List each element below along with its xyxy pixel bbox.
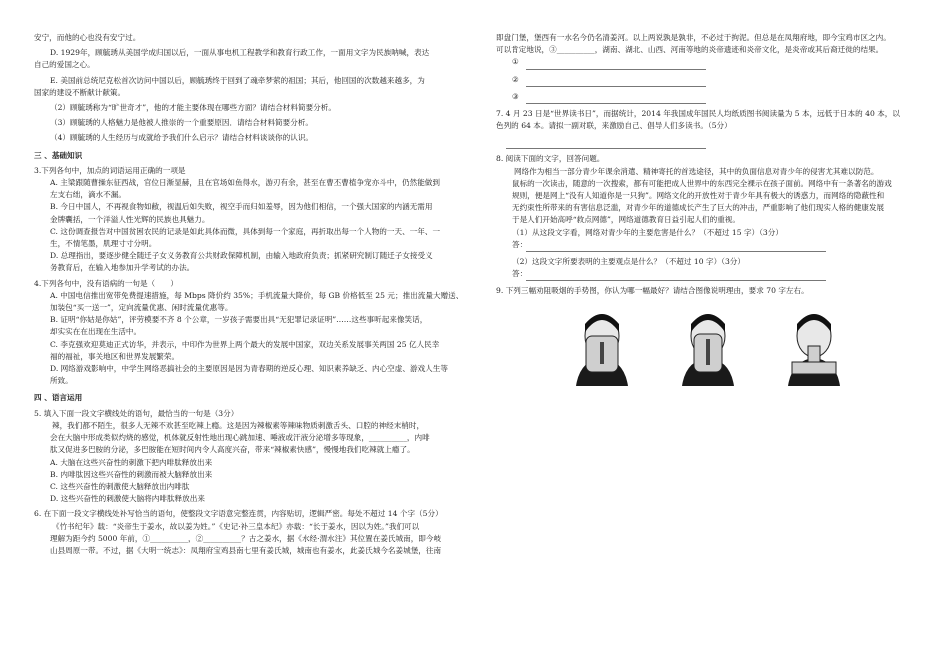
right-line-6: 色列的 64 本。请拟一副对联，来激励自己、倡导人们多读书。（5分） — [496, 121, 732, 131]
answer-line[interactable] — [506, 138, 706, 149]
left-line-28: 5. 填入下面一段文字横线处的语句，最恰当的一句是（3分） — [34, 408, 239, 418]
answer-line[interactable] — [526, 93, 706, 104]
left-line-30: 会在大脑中形成类似灼烧的感觉，机体就反射性地出现心跳加速、唾液或汗液分泌增多等现象，__________，内啡 — [50, 433, 430, 443]
left-line-16: D. 总理指出，要逐步健全随迁子女义务教育公共财政保障机制，由输入地政府负责；抓紧研究制订随迁子女接受义 — [50, 251, 433, 261]
left-line-20: 加装包“买一送一”，定向流量优惠、闲时流量优惠等。 — [50, 303, 233, 313]
right-line-13: （1）从这段文字看，网络对青少年的主要危害是什么？（不超过 15 字）（3分） — [512, 227, 783, 237]
answer-line[interactable] — [526, 59, 706, 70]
left-line-23: C. 李克强欢迎莫迪正式访华，并表示，中印作为世界上两个最大的发展中国家，双边关系发展事关两国 25 亿人民幸 — [50, 339, 440, 349]
right-line-1: 可以肯定地说，③__________，湖南、湖北、山西、河南等地的炎帝遗迹和炎帝文化，是炎帝或其后裔迁徙的结果。 — [496, 45, 884, 55]
left-line-34: C. 这些兴奋性的刺激使大脑释放出内啡肽 — [50, 481, 190, 491]
right-line-5: 7. 4 月 23 日是“世界读书日”，而据统计，2014 年我国成年国民人均纸质图书阅读量为 5 本，远低于日本的 40 本，以 — [496, 109, 900, 119]
answer-line[interactable] — [526, 241, 826, 252]
right-column — [496, 32, 920, 386]
left-line-7: （4）顾毓琇的人生经历与成就给予我们什么启示？请结合材料谈谈你的认识。 — [50, 133, 314, 143]
left-line-9: 3.下列各句中，加点的词语运用正确的一项是 — [34, 165, 186, 175]
left-line-17: 务教育后，在输入地参加升学考试的办法。 — [50, 263, 195, 273]
left-line-27: 四 、语言运用 — [34, 393, 83, 403]
left-line-15: 生，不情笔墨，肌理寸寸分明。 — [50, 239, 157, 249]
gesture-figure-1 — [566, 306, 638, 386]
left-line-2: 自己的爱国之心。 — [34, 60, 95, 70]
left-line-12: B. 今日中国人，不再视食物如敝，视温后如失败，视空手而归如羞辱，因为他们相信，一个强大国家的内涵无需用 — [50, 202, 433, 212]
left-line-29: 辣，我们都不陌生，很多人无辣不欢甚至吃辣上瘾。这是因为辣椒素等辣味物质刺激舌头、口腔的神经末梢时， — [52, 420, 425, 430]
gesture-figure-2 — [672, 306, 744, 386]
left-line-4: 国家的建设不断献计献策。 — [34, 87, 126, 97]
left-line-37: 《竹书纪年》载：“炎帝生于姜水，故以姜为姓。”《史记·补三皇本纪》亦载：“长于姜水，因以为姓。”我们可以 — [52, 521, 420, 531]
right-line-11: 无约束性所带来的有害信息泛滥，对青少年的道德成长产生了巨大的冲击，严重影响了他们现实人格的健康发展 — [512, 203, 885, 213]
right-line-3: ② — [512, 74, 519, 84]
right-line-17: 9. 下列三幅劝阻吸烟的手势图，你认为哪一幅最好？请结合图像说明理由，要求 70 字左右。 — [496, 286, 809, 296]
left-line-6: （3）顾毓琇的人格魅力是他被人推崇的一个重要原因．请结合材料简要分析。 — [50, 118, 314, 128]
left-line-25: D. 网络游戏影响中，中学生网络恶搞社会的主要原因是因为青春期的逆反心理、知识素养缺乏、内心空虚、游戏人生等 — [50, 364, 448, 374]
left-line-24: 福的福祉，事关地区和世界发展繁荣。 — [50, 351, 180, 361]
right-line-10: 规则，便是网上“没有人知道你是一只狗”。网络文化的开放性对于青少年具有极大的诱惑力，而网络的隐蔽性和 — [512, 191, 885, 201]
left-line-32: A. 大脑在这些兴奋性的刺激下把内啡肽释放出来 — [50, 457, 213, 467]
left-line-3: E. 美国前总统尼克松首次访问中国以后，顾毓琇终于回到了魂牵梦萦的祖国；其后，他回国的次数越来越多，为 — [50, 75, 425, 85]
left-line-1: D. 1929年，顾毓琇从美国学成归国以后，一面从事电机工程教学和教育行政工作，一面用文字为民族呐喊，表达 — [50, 48, 430, 58]
left-line-22: 却实实在在出现在生活中。 — [50, 327, 142, 337]
right-line-7: 8. 阅读下面的文字，回答问题。 — [496, 154, 605, 164]
left-line-26: 所致。 — [50, 376, 73, 386]
left-line-31: 肽又促进多巴胺的分泌，多巴胺能在短时间内令人高度兴奋，带来“辣椒素快感”，慢慢地我们吃辣就上瘾了。 — [50, 445, 415, 455]
left-line-14: C. 这份调查报告对中国贫困农民的记录是如此具体而微，具体到每一个家庭，再折取出每一个人物的一天、一年、一 — [50, 226, 441, 236]
left-line-11: 左支右绌，滴水不漏。 — [50, 190, 126, 200]
left-line-18: 4.下列各句中，没有语病的一句是（ ） — [34, 278, 178, 288]
left-line-33: B. 内啡肽因这些兴奋性的刺激而被大脑释放出来 — [50, 469, 213, 479]
right-line-9: 鼠标的一次读击，随意的一次搜索，都有可能把成人世界中的东西完全裸示在孩子面前。网络中有一条著名的游戏 — [512, 178, 892, 188]
left-line-36: 6. 在下面一段文字横线处补写恰当的语句，使整段文字语意完整连贯，内容贴切，逻辑严密。每处不超过 14 个字（5分） — [34, 509, 443, 519]
right-text — [496, 32, 920, 298]
right-line-0: 即盘门堡，堡西有一水名今仍名清姜河。以上两说孰是孰非，不必过于拘泥。但总是在凤翔府地，即今宝鸡市区之内。 — [496, 33, 891, 42]
right-line-16: 答： — [512, 269, 528, 279]
right-line-8: 网络作为相当一部分青少年课余消遣、精神寄托的首选途径，其中的负面信息对青少年的侵害尤其难以防范。 — [514, 166, 879, 176]
left-line-38: 理解为距今约 5000 年前，①__________，②__________？古之姜水，据《水经·渭水注》其位置在姜氏城南，即今岐 — [50, 533, 442, 543]
answer-line[interactable] — [526, 76, 706, 87]
left-line-35: D. 这些兴奋性的刺激使大脑将内啡肽释放出来 — [50, 494, 205, 504]
left-line-21: B. 证明“你姑是你姑”，评劳模要不齐 8 个公章，一岁孩子需要出具“无犯罪记录证明”……这些事听起来像笑话， — [50, 315, 428, 325]
left-column — [34, 32, 470, 557]
left-line-10: A. 主梁跟随曹操东征西战，官位日渐显赫，且在官场如鱼得水，游刃有余，甚至在曹丕曹植争宠亦斗中，仍然能做到 — [50, 178, 440, 188]
right-line-2: ① — [512, 57, 519, 67]
gesture-figure-3 — [778, 306, 850, 386]
right-line-4: ③ — [512, 91, 519, 101]
hand-gesture-figures — [496, 306, 920, 386]
right-line-12: 于是人们开始高呼“救点网德”，网络道德教育日益引起人们的重视。 — [512, 215, 740, 225]
left-line-5: （2）顾毓琇称为“旷世奇才”，他的才能主要体现在哪些方面？请结合材料简要分析。 — [50, 103, 336, 113]
right-line-14: 答： — [512, 239, 528, 249]
left-line-19: A. 中国电信推出宽带免费提速措施，每 Mbps 降价约 35%；手机流量大降价，每 GB 价格低至 25 元；推出流量大赠送、 — [50, 290, 464, 300]
left-line-39: 山县周原一带。不过，据《大明一统志》：凤翔府宝鸡县南七里有姜氏城，城南也有姜水，此姜氏城今名姜城堡，往南 — [50, 545, 442, 555]
right-line-15: （2）这段文字所要表明的主要观点是什么？（不超过 10 字）（3分） — [512, 257, 745, 267]
left-line-0: 安宁，而他的心也没有安宁过。 — [34, 33, 141, 42]
left-line-13: 金牌囊括，一个洋溢人性光辉的民族也具魅力。 — [50, 214, 210, 224]
left-line-8: 三 、基础知识 — [34, 150, 83, 160]
answer-line[interactable] — [526, 270, 826, 281]
